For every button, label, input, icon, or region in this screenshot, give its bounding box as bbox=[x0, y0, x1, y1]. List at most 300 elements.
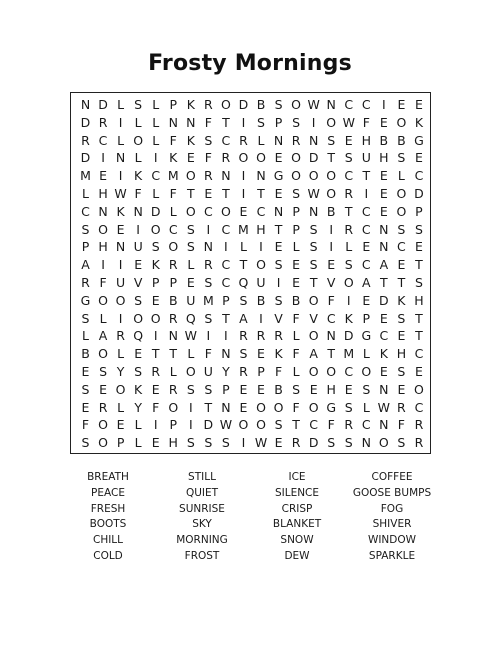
grid-letter[interactable]: I bbox=[224, 328, 228, 344]
grid-letter[interactable]: S bbox=[81, 221, 90, 237]
grid-letter[interactable]: P bbox=[274, 114, 283, 130]
grid-letter[interactable]: N bbox=[168, 328, 178, 344]
grid-letter[interactable]: R bbox=[397, 399, 406, 415]
grid-letter[interactable]: E bbox=[414, 364, 423, 379]
grid-letter[interactable]: E bbox=[151, 435, 160, 451]
grid-letter[interactable]: F bbox=[292, 399, 300, 415]
grid-letter[interactable]: S bbox=[239, 292, 248, 308]
grid-letter[interactable]: S bbox=[204, 310, 213, 326]
grid-letter[interactable]: S bbox=[257, 114, 265, 130]
grid-letter[interactable]: C bbox=[379, 328, 389, 344]
grid-letter[interactable]: R bbox=[239, 364, 248, 379]
grid-letter[interactable]: S bbox=[204, 381, 213, 397]
grid-letter[interactable]: E bbox=[414, 150, 423, 166]
grid-letter[interactable]: L bbox=[362, 399, 370, 415]
grid-letter[interactable]: E bbox=[274, 186, 283, 201]
grid-letter[interactable]: S bbox=[397, 364, 406, 379]
grid-letter[interactable]: K bbox=[116, 203, 125, 219]
grid-letter[interactable]: O bbox=[150, 310, 161, 326]
grid-letter[interactable]: N bbox=[133, 203, 143, 219]
grid-letter[interactable]: C bbox=[414, 399, 424, 415]
grid-letter[interactable]: L bbox=[169, 203, 177, 219]
grid-letter[interactable]: C bbox=[221, 257, 231, 273]
grid-letter[interactable]: R bbox=[344, 417, 354, 433]
grid-letter[interactable]: O bbox=[168, 239, 179, 255]
grid-letter[interactable]: L bbox=[117, 132, 125, 148]
grid-letter[interactable]: O bbox=[185, 364, 196, 379]
grid-letter[interactable]: O bbox=[291, 168, 302, 184]
grid-letter[interactable]: S bbox=[239, 346, 248, 362]
grid-letter[interactable]: T bbox=[344, 203, 353, 219]
grid-letter[interactable]: L bbox=[187, 257, 195, 273]
grid-letter[interactable]: N bbox=[115, 150, 126, 166]
grid-letter[interactable]: E bbox=[379, 203, 388, 219]
grid-letter[interactable]: O bbox=[115, 292, 126, 308]
grid-letter[interactable]: R bbox=[98, 114, 108, 130]
grid-letter[interactable]: R bbox=[81, 275, 90, 290]
grid-letter[interactable]: Y bbox=[116, 364, 125, 379]
grid-letter[interactable]: S bbox=[274, 97, 283, 112]
grid-letter[interactable]: T bbox=[169, 346, 178, 362]
grid-letter[interactable]: I bbox=[241, 435, 246, 451]
grid-letter[interactable]: O bbox=[291, 150, 302, 166]
grid-letter[interactable]: E bbox=[362, 292, 371, 308]
grid-letter[interactable]: S bbox=[204, 435, 213, 451]
grid-letter[interactable]: L bbox=[152, 186, 160, 201]
grid-letter[interactable]: P bbox=[116, 435, 125, 451]
grid-letter[interactable]: I bbox=[382, 97, 386, 112]
grid-letter[interactable]: O bbox=[308, 168, 319, 184]
grid-letter[interactable]: E bbox=[274, 239, 283, 255]
grid-letter[interactable]: O bbox=[361, 364, 372, 379]
grid-letter[interactable]: T bbox=[415, 328, 423, 344]
grid-letter[interactable]: S bbox=[186, 221, 195, 237]
grid-letter[interactable]: E bbox=[379, 114, 388, 130]
grid-letter[interactable]: T bbox=[380, 275, 388, 290]
grid-letter[interactable]: S bbox=[274, 292, 283, 308]
grid-letter[interactable]: E bbox=[397, 257, 406, 273]
grid-letter[interactable]: I bbox=[136, 221, 140, 237]
grid-letter[interactable]: S bbox=[151, 239, 160, 255]
grid-letter[interactable]: O bbox=[308, 399, 319, 415]
grid-letter[interactable]: R bbox=[116, 328, 125, 344]
grid-letter[interactable]: O bbox=[308, 292, 319, 308]
grid-letter[interactable]: D bbox=[308, 435, 319, 451]
grid-letter[interactable]: C bbox=[344, 168, 354, 184]
grid-letter[interactable]: O bbox=[98, 292, 108, 308]
grid-letter[interactable]: T bbox=[222, 310, 230, 326]
grid-letter[interactable]: F bbox=[327, 292, 335, 308]
grid-letter[interactable]: B bbox=[326, 203, 336, 219]
grid-letter[interactable]: P bbox=[151, 275, 160, 290]
grid-letter[interactable]: I bbox=[241, 114, 246, 130]
grid-letter[interactable]: A bbox=[81, 257, 90, 273]
grid-letter[interactable]: C bbox=[151, 168, 161, 184]
grid-letter[interactable]: O bbox=[256, 399, 266, 415]
grid-letter[interactable]: U bbox=[116, 275, 126, 290]
grid-letter[interactable]: P bbox=[222, 292, 230, 308]
grid-letter[interactable]: L bbox=[99, 310, 107, 326]
grid-letter[interactable]: W bbox=[254, 435, 268, 451]
grid-letter[interactable]: N bbox=[98, 203, 108, 219]
grid-letter[interactable]: E bbox=[151, 381, 160, 397]
grid-letter[interactable]: S bbox=[134, 364, 143, 379]
grid-letter[interactable]: L bbox=[152, 114, 160, 130]
grid-letter[interactable]: S bbox=[292, 381, 301, 397]
grid-letter[interactable]: F bbox=[204, 346, 212, 362]
grid-letter[interactable]: Q bbox=[238, 275, 249, 290]
grid-letter[interactable]: I bbox=[118, 257, 123, 273]
grid-letter[interactable]: O bbox=[396, 203, 407, 219]
grid-letter[interactable]: K bbox=[169, 150, 178, 166]
grid-letter[interactable]: B bbox=[81, 346, 90, 362]
grid-letter[interactable]: T bbox=[327, 346, 335, 362]
grid-letter[interactable]: C bbox=[361, 221, 371, 237]
grid-letter[interactable]: B bbox=[256, 97, 266, 112]
grid-letter[interactable]: D bbox=[98, 97, 108, 112]
grid-letter[interactable]: B bbox=[168, 292, 178, 308]
grid-letter[interactable]: F bbox=[327, 417, 335, 433]
grid-letter[interactable]: Y bbox=[134, 399, 142, 415]
grid-letter[interactable]: H bbox=[326, 381, 336, 397]
grid-letter[interactable]: F bbox=[397, 417, 405, 433]
grid-letter[interactable]: M bbox=[343, 346, 355, 362]
grid-letter[interactable]: O bbox=[98, 346, 108, 362]
grid-letter[interactable]: E bbox=[239, 203, 248, 219]
grid-letter[interactable]: O bbox=[98, 435, 108, 451]
grid-letter[interactable]: E bbox=[186, 275, 195, 290]
grid-letter[interactable]: L bbox=[152, 132, 160, 148]
grid-letter[interactable]: O bbox=[150, 221, 161, 237]
grid-letter[interactable]: E bbox=[309, 381, 318, 397]
grid-letter[interactable]: R bbox=[414, 417, 424, 433]
grid-letter[interactable]: N bbox=[221, 168, 231, 184]
grid-letter[interactable]: W bbox=[342, 114, 355, 130]
grid-letter[interactable]: N bbox=[221, 346, 231, 362]
grid-letter[interactable]: T bbox=[327, 150, 335, 166]
grid-letter[interactable]: R bbox=[168, 381, 178, 397]
grid-letter[interactable]: L bbox=[239, 239, 247, 255]
grid-letter[interactable]: E bbox=[274, 150, 283, 166]
grid-letter[interactable]: C bbox=[203, 203, 213, 219]
grid-letter[interactable]: O bbox=[256, 150, 266, 166]
grid-letter[interactable]: S bbox=[414, 221, 423, 237]
grid-letter[interactable]: B bbox=[291, 292, 301, 308]
grid-letter[interactable]: E bbox=[292, 275, 301, 290]
grid-letter[interactable]: K bbox=[134, 381, 143, 397]
grid-letter[interactable]: E bbox=[379, 310, 388, 326]
grid-letter[interactable]: K bbox=[186, 132, 195, 148]
grid-letter[interactable]: S bbox=[327, 132, 336, 148]
grid-letter[interactable]: D bbox=[150, 203, 161, 219]
grid-letter[interactable]: N bbox=[168, 114, 178, 130]
grid-letter[interactable]: I bbox=[153, 328, 158, 344]
grid-letter[interactable]: O bbox=[326, 168, 337, 184]
grid-letter[interactable]: E bbox=[397, 381, 406, 397]
grid-letter[interactable]: O bbox=[256, 257, 266, 273]
grid-letter[interactable]: E bbox=[379, 186, 388, 201]
grid-letter[interactable]: P bbox=[292, 221, 300, 237]
grid-letter[interactable]: R bbox=[239, 328, 248, 344]
grid-letter[interactable]: F bbox=[362, 114, 370, 130]
grid-letter[interactable]: N bbox=[256, 168, 266, 184]
grid-letter[interactable]: L bbox=[117, 399, 125, 415]
grid-letter[interactable]: R bbox=[256, 328, 266, 344]
grid-letter[interactable]: R bbox=[168, 257, 178, 273]
grid-letter[interactable]: F bbox=[152, 399, 160, 415]
grid-letter[interactable]: N bbox=[186, 114, 196, 130]
grid-letter[interactable]: N bbox=[326, 97, 336, 112]
grid-letter[interactable]: R bbox=[291, 435, 301, 451]
grid-letter[interactable]: W bbox=[307, 186, 320, 201]
grid-letter[interactable]: S bbox=[99, 364, 108, 379]
grid-letter[interactable]: P bbox=[169, 417, 178, 433]
grid-letter[interactable]: S bbox=[414, 275, 423, 290]
grid-letter[interactable]: S bbox=[186, 239, 195, 255]
grid-letter[interactable]: S bbox=[344, 257, 353, 273]
grid-letter[interactable]: C bbox=[168, 221, 178, 237]
grid-letter[interactable]: F bbox=[292, 346, 300, 362]
grid-letter[interactable]: C bbox=[221, 275, 231, 290]
grid-letter[interactable]: L bbox=[152, 97, 160, 112]
grid-letter[interactable]: T bbox=[292, 417, 300, 433]
grid-letter[interactable]: S bbox=[81, 381, 90, 397]
grid-letter[interactable]: K bbox=[397, 292, 406, 308]
grid-letter[interactable]: E bbox=[151, 292, 160, 308]
grid-letter[interactable]: C bbox=[221, 221, 231, 237]
grid-letter[interactable]: M bbox=[202, 292, 214, 308]
grid-letter[interactable]: F bbox=[204, 114, 212, 130]
grid-letter[interactable]: K bbox=[414, 114, 424, 130]
grid-letter[interactable]: F bbox=[204, 150, 212, 166]
grid-letter[interactable]: S bbox=[274, 417, 283, 433]
grid-letter[interactable]: I bbox=[118, 114, 123, 130]
grid-letter[interactable]: N bbox=[379, 381, 389, 397]
grid-letter[interactable]: L bbox=[362, 346, 370, 362]
grid-letter[interactable]: S bbox=[362, 381, 371, 397]
grid-letter[interactable]: H bbox=[98, 186, 108, 201]
grid-letter[interactable]: I bbox=[346, 292, 351, 308]
grid-letter[interactable]: I bbox=[118, 310, 123, 326]
grid-letter[interactable]: S bbox=[344, 399, 353, 415]
grid-letter[interactable]: A bbox=[362, 275, 371, 290]
grid-letter[interactable]: N bbox=[273, 203, 284, 219]
grid-letter[interactable]: L bbox=[292, 239, 300, 255]
grid-letter[interactable]: P bbox=[169, 97, 178, 112]
grid-letter[interactable]: I bbox=[206, 221, 211, 237]
grid-letter[interactable]: D bbox=[238, 97, 249, 112]
grid-letter[interactable]: G bbox=[326, 399, 337, 415]
grid-letter[interactable]: S bbox=[204, 275, 213, 290]
grid-letter[interactable]: H bbox=[98, 239, 108, 255]
grid-letter[interactable]: E bbox=[379, 364, 388, 379]
grid-letter[interactable]: E bbox=[134, 257, 143, 273]
grid-letter[interactable]: O bbox=[115, 381, 126, 397]
grid-letter[interactable]: C bbox=[81, 203, 90, 219]
grid-letter[interactable]: S bbox=[186, 381, 195, 397]
grid-letter[interactable]: A bbox=[98, 328, 108, 344]
grid-letter[interactable]: C bbox=[414, 168, 424, 184]
grid-letter[interactable]: O bbox=[378, 435, 389, 451]
grid-letter[interactable]: E bbox=[204, 186, 213, 201]
grid-letter[interactable]: R bbox=[274, 328, 283, 344]
grid-letter[interactable]: K bbox=[134, 168, 143, 184]
grid-letter[interactable]: F bbox=[99, 275, 107, 290]
grid-letter[interactable]: E bbox=[414, 239, 423, 255]
grid-letter[interactable]: R bbox=[204, 168, 213, 184]
grid-letter[interactable]: R bbox=[221, 150, 231, 166]
grid-letter[interactable]: C bbox=[326, 310, 336, 326]
grid-letter[interactable]: S bbox=[221, 435, 230, 451]
grid-letter[interactable]: S bbox=[134, 97, 143, 112]
grid-letter[interactable]: O bbox=[133, 310, 144, 326]
grid-letter[interactable]: E bbox=[257, 381, 265, 397]
grid-letter[interactable]: I bbox=[188, 399, 193, 415]
grid-letter[interactable]: I bbox=[311, 114, 316, 130]
grid-letter[interactable]: V bbox=[309, 310, 318, 326]
grid-letter[interactable]: K bbox=[151, 257, 160, 273]
grid-letter[interactable]: D bbox=[379, 292, 389, 308]
grid-letter[interactable]: K bbox=[379, 346, 388, 362]
grid-letter[interactable]: C bbox=[344, 364, 354, 379]
grid-letter[interactable]: R bbox=[344, 221, 354, 237]
grid-letter[interactable]: G bbox=[80, 292, 91, 308]
grid-letter[interactable]: S bbox=[292, 186, 301, 201]
grid-letter[interactable]: T bbox=[204, 399, 213, 415]
grid-letter[interactable]: U bbox=[256, 275, 266, 290]
grid-letter[interactable]: A bbox=[309, 346, 318, 362]
grid-letter[interactable]: B bbox=[397, 132, 406, 148]
grid-letter[interactable]: S bbox=[134, 292, 143, 308]
grid-letter[interactable]: U bbox=[203, 364, 213, 379]
grid-letter[interactable]: O bbox=[291, 97, 302, 112]
grid-letter[interactable]: O bbox=[396, 114, 407, 130]
grid-letter[interactable]: O bbox=[414, 381, 424, 397]
grid-letter[interactable]: O bbox=[98, 221, 108, 237]
grid-letter[interactable]: K bbox=[274, 346, 283, 362]
grid-letter[interactable]: N bbox=[308, 132, 319, 148]
grid-letter[interactable]: H bbox=[396, 346, 407, 362]
grid-letter[interactable]: L bbox=[345, 239, 353, 255]
grid-letter[interactable]: I bbox=[259, 239, 263, 255]
grid-letter[interactable]: C bbox=[344, 97, 354, 112]
grid-letter[interactable]: L bbox=[187, 346, 195, 362]
grid-letter[interactable]: O bbox=[308, 328, 319, 344]
grid-letter[interactable]: O bbox=[168, 399, 179, 415]
grid-letter[interactable]: N bbox=[203, 239, 214, 255]
grid-letter[interactable]: T bbox=[257, 186, 265, 201]
grid-letter[interactable]: L bbox=[292, 328, 300, 344]
grid-letter[interactable]: C bbox=[256, 203, 266, 219]
grid-letter[interactable]: E bbox=[344, 132, 353, 148]
grid-letter[interactable]: E bbox=[379, 168, 388, 184]
grid-letter[interactable]: G bbox=[273, 168, 284, 184]
grid-letter[interactable]: D bbox=[308, 150, 319, 166]
grid-letter[interactable]: E bbox=[116, 417, 125, 433]
grid-letter[interactable]: N bbox=[273, 132, 284, 148]
grid-letter[interactable]: L bbox=[292, 364, 300, 379]
grid-letter[interactable]: I bbox=[101, 150, 105, 166]
grid-letter[interactable]: I bbox=[241, 168, 246, 184]
grid-letter[interactable]: D bbox=[80, 114, 91, 130]
grid-letter[interactable]: U bbox=[186, 292, 196, 308]
grid-letter[interactable]: H bbox=[361, 132, 371, 148]
grid-letter[interactable]: C bbox=[361, 97, 371, 112]
grid-letter[interactable]: W bbox=[377, 399, 391, 415]
grid-letter[interactable]: R bbox=[81, 132, 90, 148]
grid-letter[interactable]: R bbox=[151, 364, 161, 379]
grid-letter[interactable]: E bbox=[99, 168, 107, 184]
grid-letter[interactable]: T bbox=[397, 275, 406, 290]
grid-letter[interactable]: V bbox=[326, 275, 336, 290]
grid-letter[interactable]: T bbox=[186, 186, 195, 201]
grid-letter[interactable]: T bbox=[274, 221, 283, 237]
grid-letter[interactable]: B bbox=[274, 381, 283, 397]
grid-letter[interactable]: O bbox=[273, 399, 284, 415]
grid-letter[interactable]: S bbox=[186, 435, 195, 451]
grid-letter[interactable]: I bbox=[206, 328, 211, 344]
grid-letter[interactable]: W bbox=[114, 186, 127, 201]
grid-letter[interactable]: M bbox=[80, 168, 91, 184]
grid-letter[interactable]: U bbox=[361, 150, 371, 166]
grid-letter[interactable]: E bbox=[344, 381, 353, 397]
grid-letter[interactable]: P bbox=[81, 239, 90, 255]
grid-letter[interactable]: Q bbox=[133, 328, 144, 344]
grid-letter[interactable]: S bbox=[397, 435, 406, 451]
grid-letter[interactable]: L bbox=[134, 417, 142, 433]
grid-letter[interactable]: P bbox=[222, 381, 230, 397]
grid-letter[interactable]: I bbox=[364, 186, 369, 201]
grid-letter[interactable]: F bbox=[169, 132, 177, 148]
grid-letter[interactable]: D bbox=[414, 186, 424, 201]
grid-letter[interactable]: L bbox=[169, 364, 177, 379]
grid-letter[interactable]: O bbox=[220, 97, 231, 112]
grid-letter[interactable]: F bbox=[134, 186, 142, 201]
grid-letter[interactable]: P bbox=[169, 275, 178, 290]
grid-letter[interactable]: S bbox=[309, 257, 318, 273]
grid-letter[interactable]: K bbox=[344, 310, 353, 326]
grid-letter[interactable]: E bbox=[292, 257, 301, 273]
grid-letter[interactable]: R bbox=[98, 399, 108, 415]
grid-letter[interactable]: E bbox=[239, 381, 248, 397]
grid-letter[interactable]: N bbox=[80, 97, 91, 112]
grid-letter[interactable]: E bbox=[362, 239, 371, 255]
grid-letter[interactable]: I bbox=[329, 221, 334, 237]
grid-letter[interactable]: V bbox=[274, 310, 283, 326]
grid-letter[interactable]: O bbox=[185, 168, 196, 184]
grid-letter[interactable]: Y bbox=[222, 364, 230, 379]
grid-letter[interactable]: L bbox=[134, 114, 142, 130]
grid-letter[interactable]: S bbox=[344, 435, 353, 451]
grid-letter[interactable]: O bbox=[326, 364, 337, 379]
grid-letter[interactable]: C bbox=[361, 203, 371, 219]
grid-letter[interactable]: L bbox=[397, 168, 405, 184]
grid-letter[interactable]: O bbox=[343, 275, 354, 290]
grid-letter[interactable]: N bbox=[379, 221, 389, 237]
grid-letter[interactable]: E bbox=[116, 221, 125, 237]
grid-letter[interactable]: T bbox=[362, 168, 371, 184]
grid-letter[interactable]: T bbox=[239, 257, 248, 273]
grid-letter[interactable]: I bbox=[101, 257, 105, 273]
grid-letter[interactable]: I bbox=[153, 150, 158, 166]
grid-letter[interactable]: S bbox=[292, 114, 301, 130]
grid-letter[interactable]: L bbox=[134, 150, 142, 166]
grid-letter[interactable]: M bbox=[238, 221, 249, 237]
grid-letter[interactable]: R bbox=[414, 435, 424, 451]
grid-letter[interactable]: R bbox=[204, 257, 213, 273]
grid-letter[interactable]: O bbox=[220, 203, 231, 219]
grid-letter[interactable]: F bbox=[169, 186, 177, 201]
